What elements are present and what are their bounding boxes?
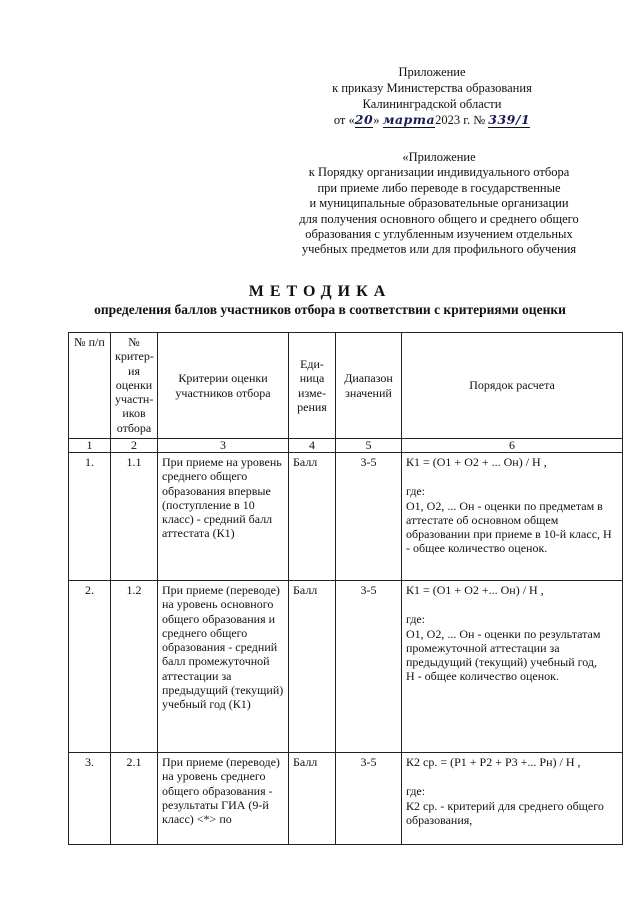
appendix-title: Приложение bbox=[398, 65, 466, 79]
row-unit: Балл bbox=[289, 753, 336, 845]
header-calculation: Порядок расчета bbox=[402, 333, 623, 439]
header-criteria: Критерии оценки участников отбора bbox=[158, 333, 289, 439]
column-number: 3 bbox=[158, 439, 289, 453]
column-number: 2 bbox=[111, 439, 158, 453]
column-number-row bbox=[69, 439, 623, 453]
appendix2-line: к Порядку организации индивидуального отбора bbox=[308, 165, 570, 180]
calc-explanation-2: Н - общее количество оценок. bbox=[406, 669, 559, 684]
row-description: При приеме (переводе) на уровень среднего общего образования - результаты ГИА (9-й класс) <*> по bbox=[158, 753, 289, 845]
appendix2-line: учебных предметов или для профильного обучения bbox=[301, 242, 577, 257]
row-range: 3-5 bbox=[336, 753, 402, 845]
row-calculation bbox=[402, 453, 623, 581]
date-prefix: от « bbox=[333, 113, 355, 127]
calc-formula: К1 = (О1 + О2 + ... Он) / Н , bbox=[406, 455, 547, 469]
appendix2-line: при приеме либо переводе в государственные bbox=[317, 180, 561, 195]
header-criterion-number: № критер-ия оценки участн-иков отбора bbox=[111, 333, 158, 439]
calc-where: где: bbox=[406, 612, 426, 627]
row-range: 3-5 bbox=[336, 581, 402, 753]
calc-explanation: О1, О2, ... Он - оценки по предметам в аттестате об основном общем образовании при приеме в 10-й класс, Н - общее количество оценок. bbox=[406, 498, 612, 556]
appendix2-line: образования с углубленным изучением отдельных bbox=[305, 227, 573, 242]
appendix2-line: «Приложение bbox=[402, 150, 476, 164]
date-year: 2023 г. № bbox=[435, 113, 486, 127]
appendix-header bbox=[282, 64, 582, 128]
calc-where: где: bbox=[406, 484, 426, 499]
row-criterion: 1.2 bbox=[111, 581, 158, 753]
column-number: 4 bbox=[289, 439, 336, 453]
date-day-handwritten: 20 bbox=[354, 112, 374, 127]
header-num: № п/п bbox=[69, 333, 111, 439]
calc-where: где: bbox=[406, 784, 426, 799]
row-num: 1. bbox=[69, 453, 111, 581]
calc-formula: К2 ср. = (Р1 + Р2 + Р3 +... Рн) / Н , bbox=[406, 755, 581, 769]
row-criterion: 1.1 bbox=[111, 453, 158, 581]
appendix-procedure-header bbox=[274, 150, 604, 258]
calc-explanation: К2 ср. - критерий для среднего общего образования, bbox=[406, 798, 604, 827]
column-number: 6 bbox=[402, 439, 623, 453]
document-subtitle: определения баллов участников отбора в соответствии с критериями оценки bbox=[94, 302, 566, 317]
date-mid: » bbox=[373, 113, 383, 127]
appendix-date-line bbox=[282, 112, 582, 128]
row-num: 2. bbox=[69, 581, 111, 753]
appendix-line-2: Калининградской области bbox=[362, 97, 502, 111]
column-number: 1 bbox=[69, 439, 111, 453]
appendix-line-1: к приказу Министерства образования bbox=[332, 81, 532, 95]
row-range: 3-5 bbox=[336, 453, 402, 581]
calc-formula: К1 = (О1 + О2 +... Он) / Н , bbox=[406, 583, 544, 597]
document-title: МЕТОДИКА bbox=[248, 283, 392, 300]
row-description: При приеме (переводе) на уровень основного общего образования и среднего общего образования - средний балл промежуточной аттестации за предыдущий (текущий) учебный год (К1) bbox=[158, 581, 289, 753]
appendix2-line: и муниципальные образовательные организации bbox=[309, 196, 569, 211]
row-description: При приеме на уровень среднего общего образования впервые (поступление в 10 класс) - средний балл аттестата (К1) bbox=[158, 453, 289, 581]
row-unit: Балл bbox=[289, 453, 336, 581]
order-number-handwritten: 339/1 bbox=[488, 112, 531, 127]
row-criterion: 2.1 bbox=[111, 753, 158, 845]
row-num: 3. bbox=[69, 753, 111, 845]
appendix2-line: для получения основного общего и среднего общего bbox=[299, 211, 579, 226]
table-header-row bbox=[69, 333, 623, 439]
header-unit: Еди-ница изме-рения bbox=[289, 333, 336, 439]
date-month-handwritten: марта bbox=[382, 112, 436, 127]
criteria-table bbox=[68, 332, 623, 845]
table-row bbox=[69, 453, 623, 581]
calc-explanation: О1, О2, ... Он - оценки по результатам промежуточной аттестации за предыдущий (текущий) учебный год, bbox=[406, 626, 601, 670]
table-row bbox=[69, 581, 623, 753]
row-unit: Балл bbox=[289, 581, 336, 753]
column-number: 5 bbox=[336, 439, 402, 453]
row-calculation bbox=[402, 753, 623, 845]
header-range: Диапазон значений bbox=[336, 333, 402, 439]
table-row bbox=[69, 753, 623, 845]
row-calculation bbox=[402, 581, 623, 753]
